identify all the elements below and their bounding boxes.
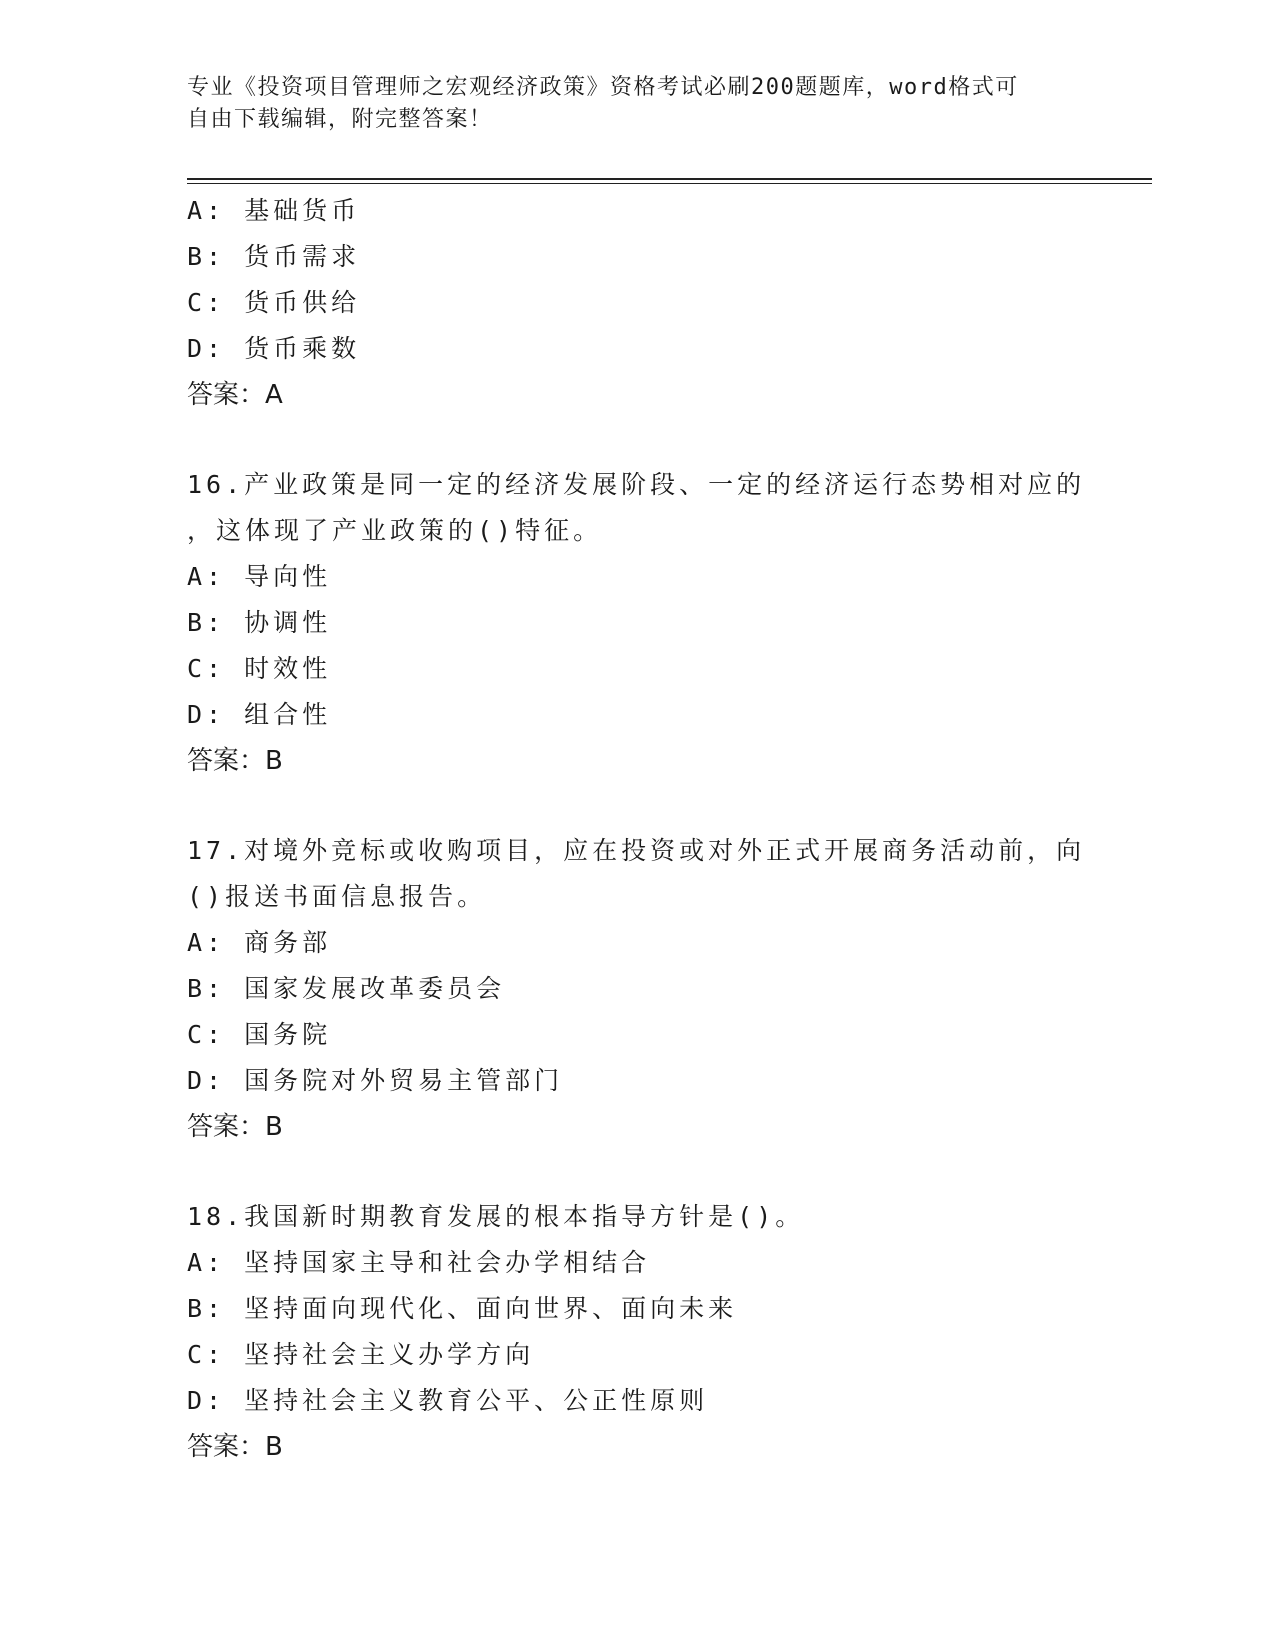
answer-line: 答案：B (187, 1112, 283, 1142)
answer-line: 答案：A (187, 380, 283, 410)
option-b: B: 协调性 (187, 608, 332, 637)
option-b: B: 坚持面向现代化、面向世界、面向未来 (187, 1294, 738, 1323)
answer-line: 答案：B (187, 1432, 283, 1462)
answer-line: 答案：B (187, 746, 283, 776)
option-a: A: 坚持国家主导和社会办学相结合 (187, 1248, 651, 1277)
option-a: A: 商务部 (187, 928, 332, 957)
question-stem: 17.对境外竞标或收购项目，应在投资或对外正式开展商务活动前，向 (187, 836, 1086, 865)
option-d: D: 坚持社会主义教育公平、公正性原则 (187, 1386, 709, 1415)
document-header (187, 72, 1077, 136)
question-list (187, 188, 1087, 1470)
option-d: D: 组合性 (187, 700, 332, 729)
option-c: C: 时效性 (187, 654, 332, 683)
header-line-2: 自由下载编辑，附完整答案！ (187, 107, 493, 132)
question-stem-continued: ()报送书面信息报告。 (187, 882, 487, 911)
question-17-block (187, 828, 1087, 1150)
question-18-block (187, 1194, 1087, 1470)
option-d: D: 国务院对外贸易主管部门 (187, 1066, 564, 1095)
question-15-block (187, 188, 1087, 418)
header-divider-thin (187, 183, 1152, 184)
question-16-block (187, 462, 1087, 784)
option-a: A: 基础货币 (187, 196, 361, 225)
option-c: C: 坚持社会主义办学方向 (187, 1340, 535, 1369)
option-b: B: 货币需求 (187, 242, 361, 271)
header-divider-thick (187, 178, 1152, 180)
option-d: D: 货币乘数 (187, 334, 361, 363)
option-c: C: 货币供给 (187, 288, 361, 317)
header-line-1: 专业《投资项目管理师之宏观经济政策》资格考试必刷200题题库，word格式可 (187, 75, 1019, 100)
question-stem: 16.产业政策是同一定的经济发展阶段、一定的经济运行态势相对应的 (187, 470, 1086, 499)
option-c: C: 国务院 (187, 1020, 332, 1049)
question-stem: 18.我国新时期教育发展的根本指导方针是()。 (187, 1202, 805, 1231)
option-a: A: 导向性 (187, 562, 332, 591)
option-b: B: 国家发展改革委员会 (187, 974, 506, 1003)
question-stem-continued: ，这体现了产业政策的()特征。 (187, 516, 603, 545)
